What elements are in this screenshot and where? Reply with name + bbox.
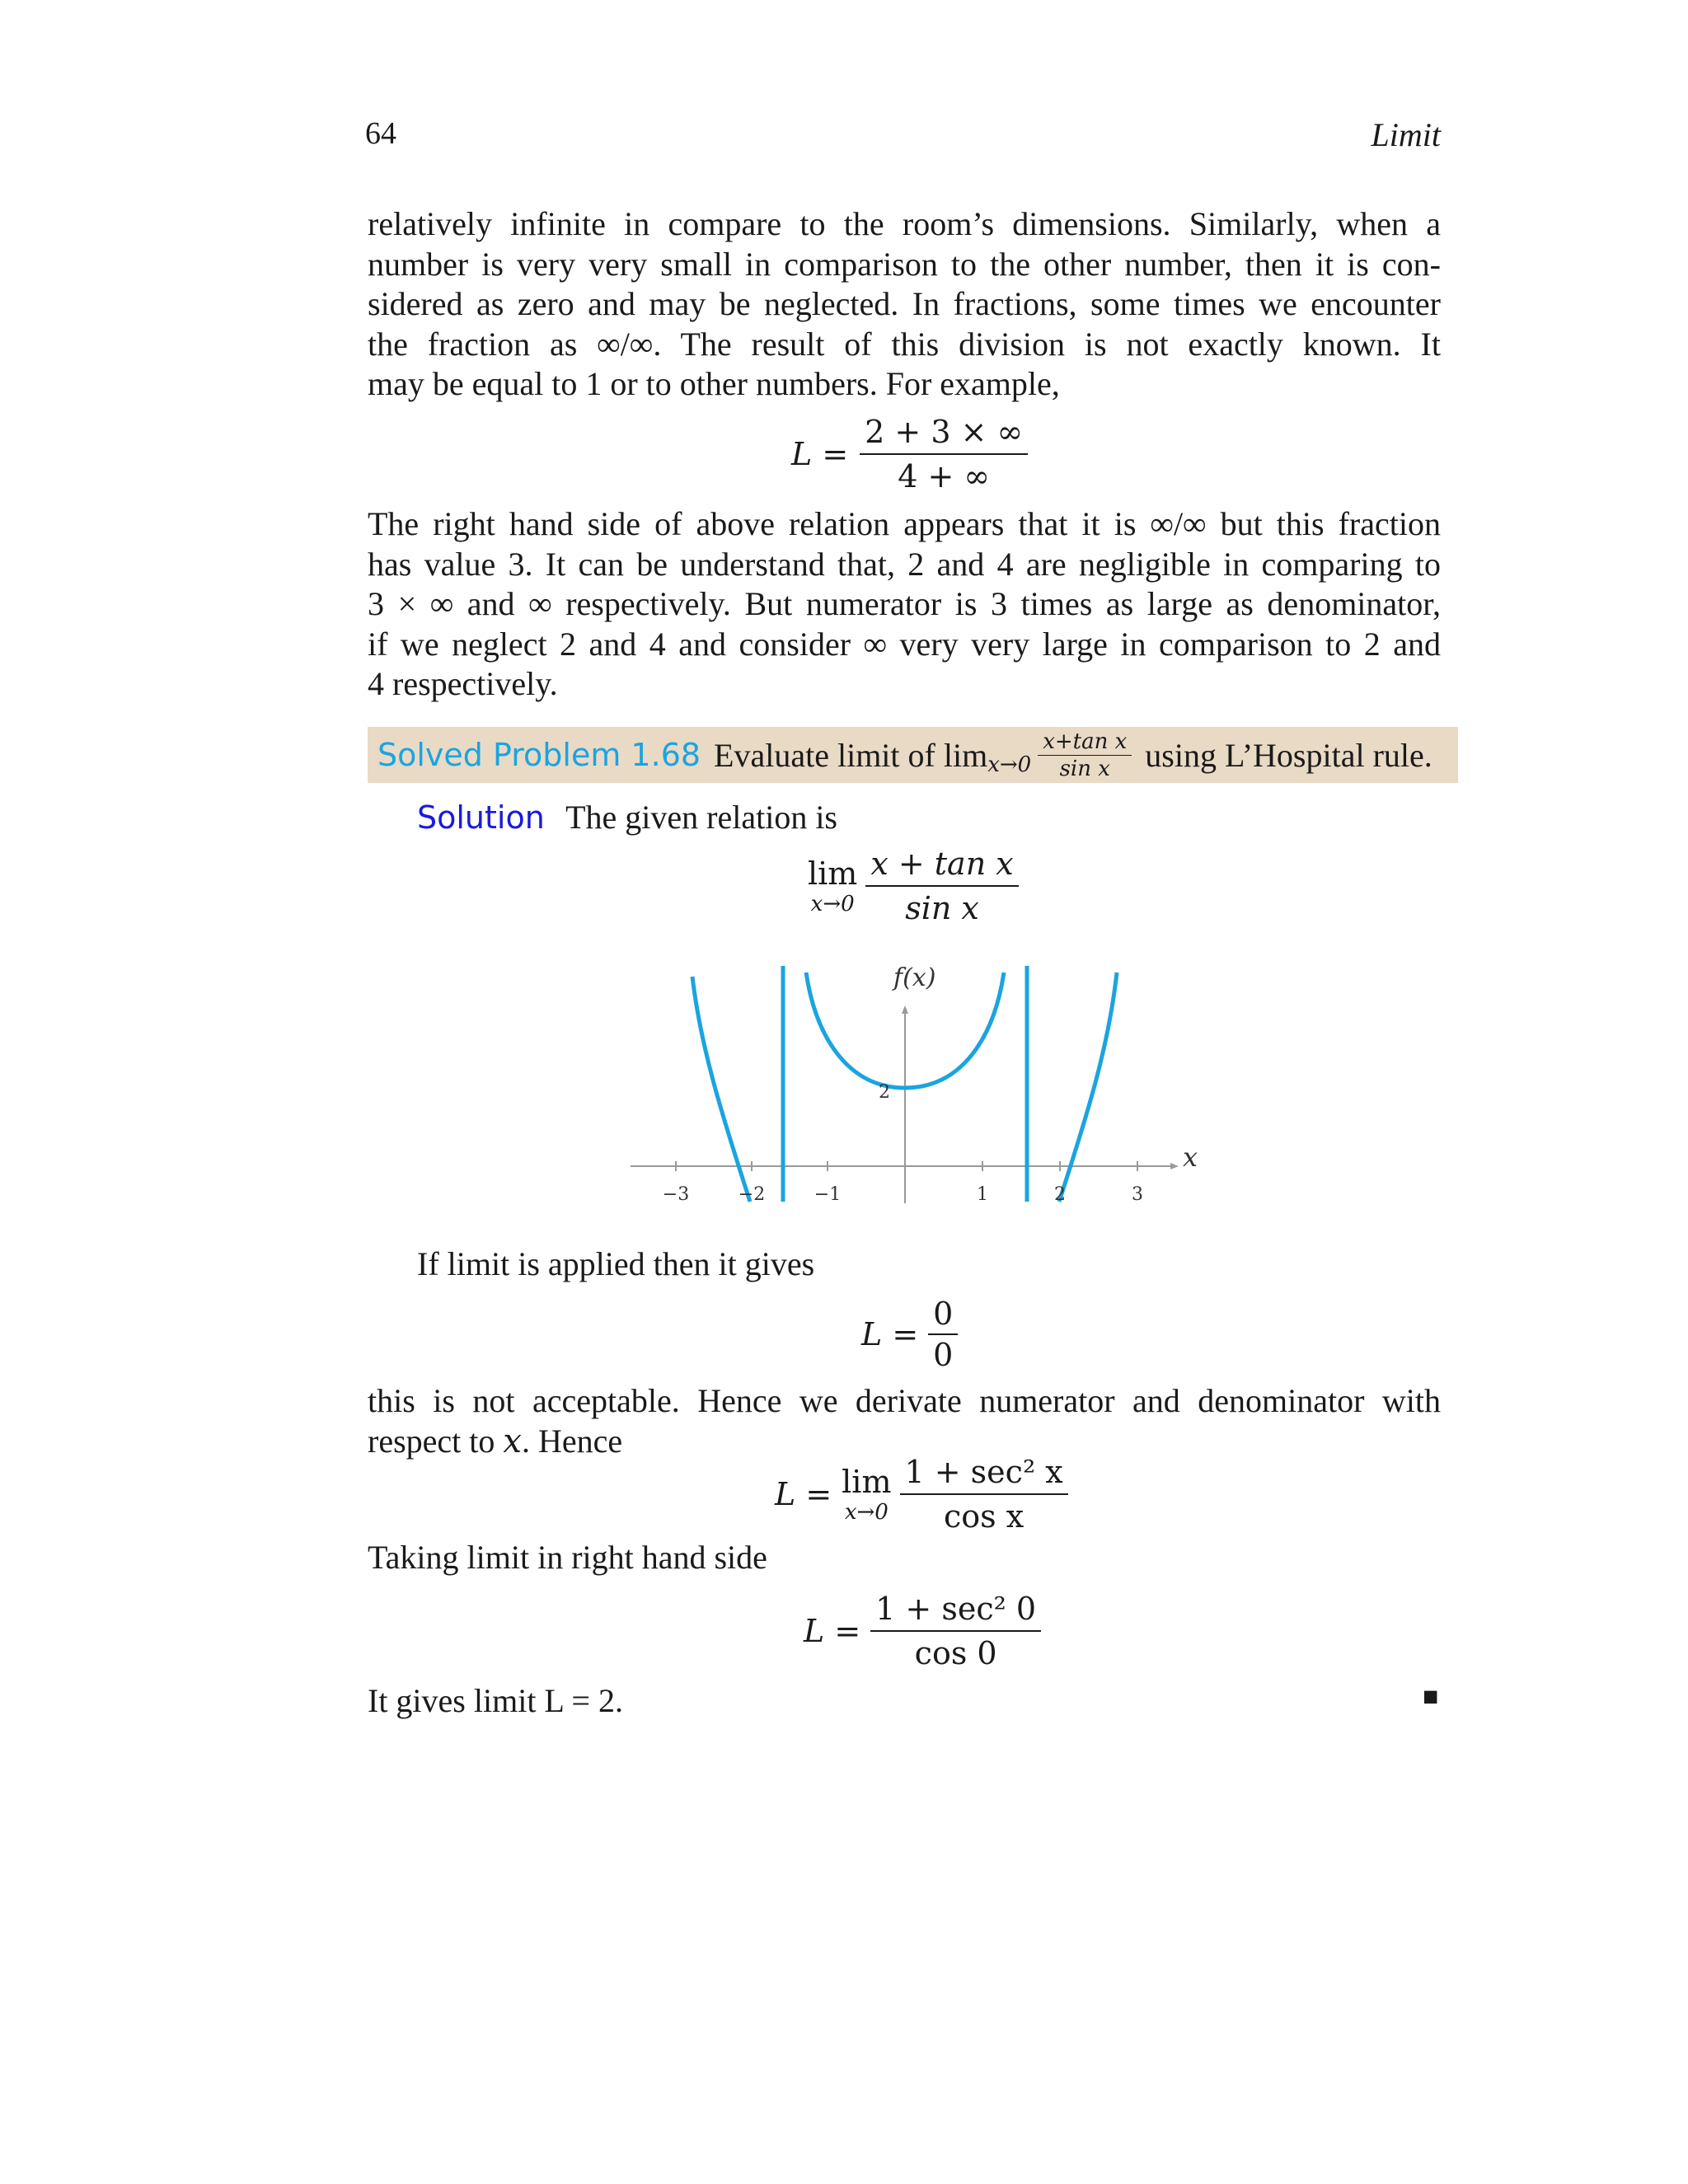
- equation-2: [808, 846, 1019, 926]
- fraction-denominator: 4 + ∞: [898, 458, 991, 494]
- explanation-line: 4 respectively.: [368, 665, 558, 702]
- page-number: 64: [365, 116, 396, 151]
- explanation-line: if we neglect 2 and 4 and consider ∞ very very large in comparison to 2 and: [368, 625, 1441, 663]
- equation-fraction: [928, 1296, 958, 1373]
- equation-lhs: L =: [804, 1613, 861, 1649]
- equation-lhs: L =: [791, 436, 849, 472]
- equation-1: [791, 414, 1028, 494]
- equation-lhs: L =: [861, 1316, 919, 1352]
- y-axis-label: f(x): [893, 963, 936, 992]
- intro-line: the fraction as ∞/∞. The result of this division is not exactly known. It: [368, 325, 1441, 363]
- limit-operator: [842, 1464, 891, 1525]
- problem-lim-subscript: x→0: [987, 752, 1032, 777]
- limit-text: lim: [842, 1464, 892, 1500]
- conclusion-text: It gives limit L = 2.: [368, 1682, 623, 1719]
- fraction-denominator: cos x: [944, 1498, 1025, 1535]
- fraction-numerator: 0: [928, 1296, 958, 1335]
- explanation-line: has value 3. It can be understand that, 2 and 4 are negligible in comparing to: [368, 545, 1441, 583]
- fraction-numerator: x+tan x: [1038, 729, 1132, 756]
- fraction-denominator: sin x: [1059, 756, 1110, 781]
- right-hand-side-text: Taking limit in right hand side: [368, 1539, 767, 1576]
- limit-subscript: x→0: [844, 1500, 889, 1525]
- fraction-numerator: 2 + 3 × ∞: [860, 414, 1028, 455]
- solution-text: The given relation is: [565, 799, 837, 836]
- explanation-line: The right hand side of above relation appears that it is ∞/∞ but this fraction: [368, 505, 1441, 542]
- derivative-paragraph: [368, 1381, 1441, 1461]
- y-tick-label: 2: [879, 1082, 890, 1103]
- x-tick-label: −3: [662, 1184, 690, 1205]
- curve-right-branch: [1059, 972, 1117, 1202]
- equation-fraction: [860, 414, 1028, 494]
- x-tick-label: −2: [738, 1184, 766, 1205]
- fraction-denominator: sin x: [905, 890, 979, 926]
- limit-operator: [808, 855, 857, 916]
- problem-text: Evaluate limit of lim: [714, 736, 988, 774]
- intro-paragraph: [368, 204, 1441, 405]
- fraction-numerator: 1 + sec² x: [900, 1454, 1068, 1495]
- limit-applied-text: If limit is applied then it gives: [417, 1245, 815, 1282]
- limit-subscript: x→0: [810, 892, 855, 916]
- equation-5: [804, 1591, 1041, 1671]
- fraction-denominator: cos 0: [914, 1635, 997, 1671]
- solution-label: Solution: [417, 799, 545, 836]
- fraction-denominator: 0: [933, 1337, 954, 1373]
- fraction-numerator: 1 + sec² 0: [870, 1591, 1041, 1632]
- x-tick-label: 2: [1054, 1184, 1066, 1205]
- intro-line: sidered as zero and may be neglected. In fractions, some times we encounter: [368, 285, 1441, 322]
- derivative-text: respect to: [368, 1422, 495, 1460]
- x-axis-label: x: [1183, 1141, 1198, 1173]
- x-tick-label: −1: [814, 1184, 842, 1205]
- x-tick-label: 3: [1132, 1184, 1143, 1205]
- problem-fraction: [1038, 729, 1132, 781]
- curve-left-branch: [692, 977, 750, 1202]
- intro-line: may be equal to 1 or to other numbers. For example,: [368, 365, 1060, 402]
- solution-line: [417, 798, 837, 837]
- problem-label: Solved Problem 1.68: [377, 737, 701, 773]
- fraction-numerator: x + tan x: [865, 846, 1018, 887]
- equation-3: [861, 1296, 958, 1373]
- function-graph: [610, 948, 1236, 1220]
- equation-lhs: L =: [775, 1476, 832, 1512]
- equation-fraction: [865, 846, 1018, 926]
- equation-4: [775, 1454, 1068, 1535]
- x-tick-label: 1: [977, 1184, 988, 1205]
- derivative-line: this is not acceptable. Hence we derivate numerator and denominator with: [368, 1382, 1441, 1419]
- y-axis-arrow: [902, 1005, 908, 1014]
- running-title: Limit: [1371, 116, 1441, 153]
- derivative-text-end: . Hence: [521, 1422, 623, 1460]
- explanation-line: 3 × ∞ and ∞ respectively. But numerator is 3 times as large as denominator,: [368, 585, 1441, 622]
- variable-x: x: [503, 1422, 522, 1460]
- intro-line: relatively infinite in compare to the room’s dimensions. Similarly, when a: [368, 205, 1441, 242]
- equation-fraction: [870, 1591, 1041, 1671]
- limit-text: lim: [808, 855, 858, 892]
- x-axis-arrow: [1170, 1163, 1179, 1169]
- problem-banner: [368, 727, 1458, 783]
- problem-text-end: using L’Hospital rule.: [1145, 736, 1432, 774]
- qed-symbol: ■: [1423, 1681, 1439, 1711]
- equation-fraction: [900, 1454, 1068, 1535]
- intro-line: number is very very small in comparison to the other number, then it is con-: [368, 245, 1441, 283]
- explanation-paragraph: [368, 504, 1441, 705]
